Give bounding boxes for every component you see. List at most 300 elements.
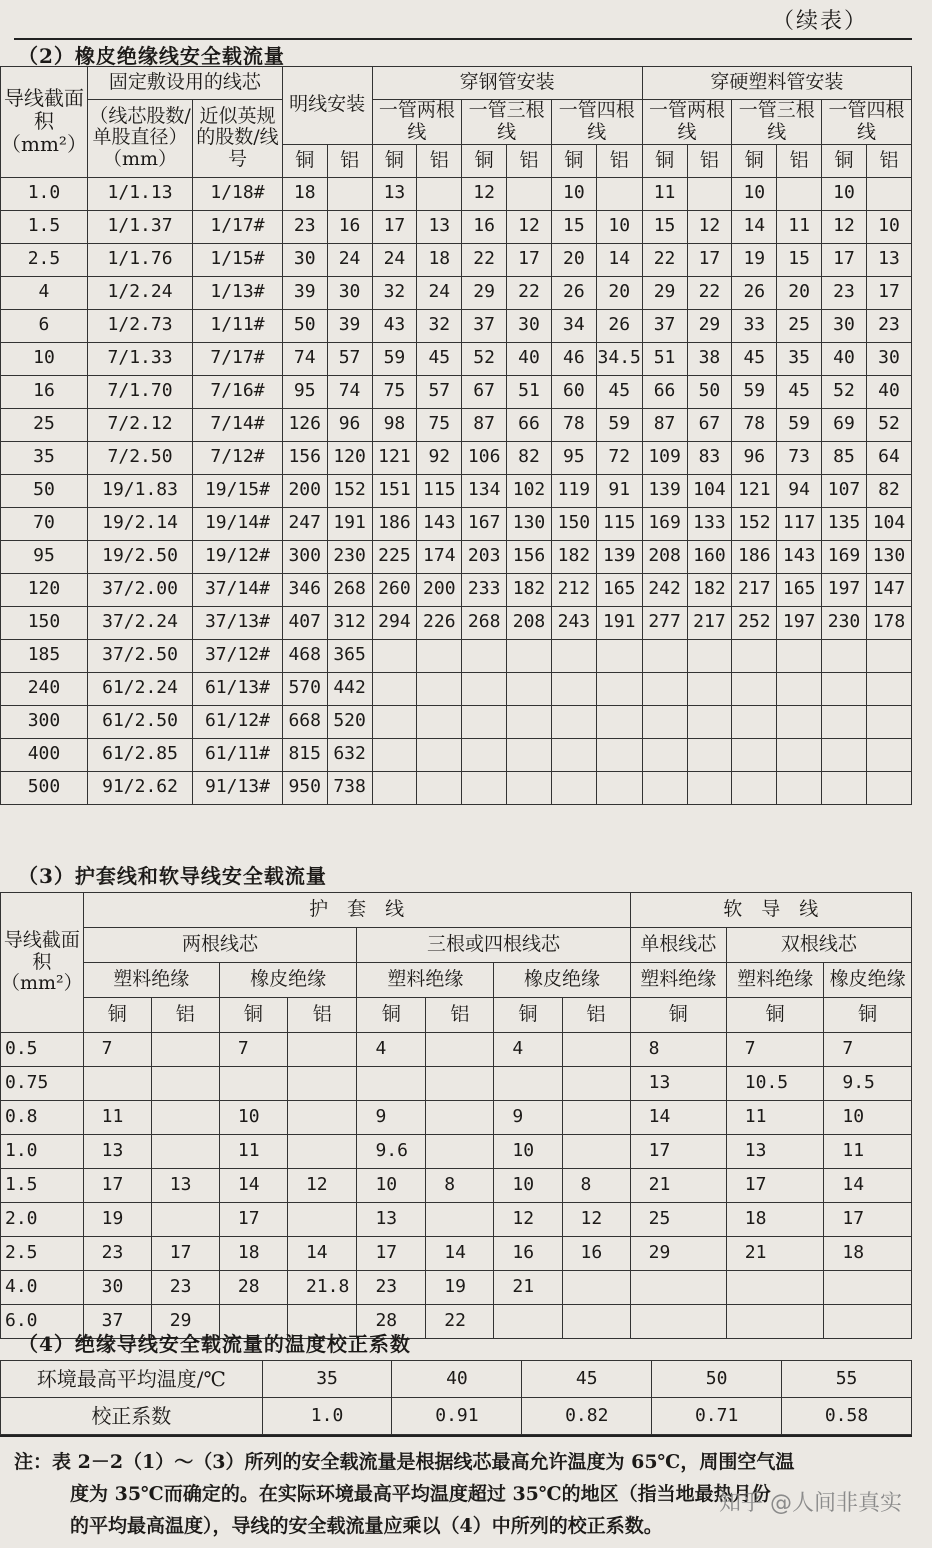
table-cell xyxy=(687,177,732,210)
table-cell: 37 xyxy=(462,309,507,342)
table-cell: 52 xyxy=(822,375,867,408)
table-cell: 11 xyxy=(726,1101,824,1135)
table-cell: 66 xyxy=(642,375,687,408)
table-cell xyxy=(151,1135,219,1169)
table-cell: 57 xyxy=(327,342,372,375)
table-cell xyxy=(219,1067,287,1101)
table-cell: 277 xyxy=(642,606,687,639)
table-cell xyxy=(426,1067,494,1101)
table-cell: 203 xyxy=(462,540,507,573)
table-cell: 115 xyxy=(596,507,642,540)
size-cell: 95 xyxy=(1,540,88,573)
table-cell xyxy=(687,771,732,804)
al-label: 铝 xyxy=(417,144,462,177)
table-cell: 13 xyxy=(866,243,911,276)
table-cell xyxy=(426,1203,494,1237)
section4-title: （4）绝缘导线安全载流量的温度校正系数 xyxy=(18,1332,411,1356)
size-cell: 185 xyxy=(1,639,88,672)
table-cell: 37 xyxy=(83,1305,151,1339)
table-cell: 570 xyxy=(282,672,327,705)
cu-label: 铜 xyxy=(642,144,687,177)
table-cell: 82 xyxy=(866,474,911,507)
table-cell xyxy=(777,639,822,672)
size-cell: 150 xyxy=(1,606,88,639)
table-cell: 15 xyxy=(642,210,687,243)
table-cell: 14 xyxy=(596,243,642,276)
table-cell xyxy=(866,705,911,738)
table-cell: 66 xyxy=(507,408,552,441)
table-cell: 10 xyxy=(866,210,911,243)
table-cell: 34 xyxy=(551,309,596,342)
table-cell: 200 xyxy=(417,573,462,606)
header-single-core: 单根线芯 xyxy=(630,928,726,963)
table-cell: 98 xyxy=(372,408,417,441)
table-cell: 60 xyxy=(551,375,596,408)
table-cell: 151 xyxy=(372,474,417,507)
table-cell: 17 xyxy=(151,1237,219,1271)
size-cell: 0.8 xyxy=(1,1101,84,1135)
table-cell: 37/13# xyxy=(193,606,283,639)
table-cell: 32 xyxy=(372,276,417,309)
size-cell: 50 xyxy=(1,474,88,507)
table-cell xyxy=(866,738,911,771)
table-cell: 8 xyxy=(562,1169,630,1203)
table-cell: 12 xyxy=(462,177,507,210)
table-cell: 50 xyxy=(282,309,327,342)
header-open-install: 明线安装 xyxy=(282,67,372,145)
table-row xyxy=(1,441,912,474)
table-cell: 160 xyxy=(687,540,732,573)
table-cell xyxy=(777,738,822,771)
t3-header-size: 导线截面积（mm²） xyxy=(1,893,84,1033)
table-cell: 78 xyxy=(551,408,596,441)
table-cell: 26 xyxy=(596,309,642,342)
factor-value: 0.58 xyxy=(782,1398,912,1435)
table-cell xyxy=(507,672,552,705)
table-cell: 117 xyxy=(777,507,822,540)
table-cell: 29 xyxy=(687,309,732,342)
table-cell: 43 xyxy=(372,309,417,342)
cu-label: 铜 xyxy=(494,998,562,1033)
table-cell: 64 xyxy=(866,441,911,474)
cu-label: 铜 xyxy=(372,144,417,177)
table-cell: 13 xyxy=(630,1067,726,1101)
size-cell: 4.0 xyxy=(1,1271,84,1305)
temp-label: 环境最高平均温度/℃ xyxy=(1,1361,263,1398)
table-cell: 442 xyxy=(327,672,372,705)
header-plastic-three: 一管三根线 xyxy=(732,100,822,145)
table-cell: 10 xyxy=(219,1101,287,1135)
table-cell: 10 xyxy=(822,177,867,210)
table-row xyxy=(1,276,912,309)
table-cell: 9 xyxy=(494,1101,562,1135)
size-cell: 6 xyxy=(1,309,88,342)
table-cell xyxy=(372,705,417,738)
table-cell xyxy=(687,672,732,705)
table-row xyxy=(1,771,912,804)
table-cell: 10 xyxy=(494,1135,562,1169)
table-cell xyxy=(287,1203,357,1237)
table-cell xyxy=(732,639,777,672)
table-cell: 152 xyxy=(327,474,372,507)
factor-label: 校正系数 xyxy=(1,1398,263,1435)
table-cell: 74 xyxy=(327,375,372,408)
table-cell xyxy=(372,738,417,771)
table-cell xyxy=(732,771,777,804)
table-cell: 40 xyxy=(507,342,552,375)
table-cell xyxy=(562,1033,630,1067)
table-row xyxy=(1,639,912,672)
table-cell: 4 xyxy=(494,1033,562,1067)
size-cell: 1.5 xyxy=(1,210,88,243)
table-cell: 91/13# xyxy=(193,771,283,804)
table-cell: 19 xyxy=(732,243,777,276)
table-cell: 1/11# xyxy=(193,309,283,342)
table-cell: 17 xyxy=(824,1203,912,1237)
size-cell: 10 xyxy=(1,342,88,375)
table-cell: 16 xyxy=(327,210,372,243)
table-cell: 8 xyxy=(630,1033,726,1067)
table-cell xyxy=(357,1067,426,1101)
table-cell: 67 xyxy=(687,408,732,441)
header-imperial: 近似英规的股数/线号 xyxy=(193,100,283,178)
table-cell: 102 xyxy=(507,474,552,507)
size-cell: 1.0 xyxy=(1,1135,84,1169)
table-cell: 126 xyxy=(282,408,327,441)
size-cell: 2.5 xyxy=(1,1237,84,1271)
table-cell: 11 xyxy=(83,1101,151,1135)
table-cell xyxy=(551,639,596,672)
table-cell: 14 xyxy=(287,1237,357,1271)
temperature-correction-table xyxy=(0,1360,912,1435)
header-three-four-core: 三根或四根线芯 xyxy=(357,928,630,963)
table-cell: 10 xyxy=(824,1101,912,1135)
temp-value: 35 xyxy=(262,1361,392,1398)
table-cell: 52 xyxy=(462,342,507,375)
table-cell xyxy=(426,1135,494,1169)
table-cell xyxy=(551,771,596,804)
table-cell: 7 xyxy=(726,1033,824,1067)
table-cell: 197 xyxy=(822,573,867,606)
table-cell: 91/2.62 xyxy=(87,771,192,804)
size-cell: 25 xyxy=(1,408,88,441)
table-cell: 13 xyxy=(151,1169,219,1203)
table-cell: 738 xyxy=(327,771,372,804)
table-cell xyxy=(596,705,642,738)
table-cell: 19 xyxy=(426,1271,494,1305)
table-cell xyxy=(494,1305,562,1339)
watermark: 知乎 @人间非真实 xyxy=(719,1491,902,1516)
table-row xyxy=(1,210,912,243)
table-cell: 37/14# xyxy=(193,573,283,606)
table-cell: 4 xyxy=(357,1033,426,1067)
table-cell: 23 xyxy=(282,210,327,243)
table-cell: 95 xyxy=(551,441,596,474)
table-cell: 50 xyxy=(687,375,732,408)
header-plastic-ins-a: 塑料绝缘 xyxy=(83,963,219,998)
table-cell: 73 xyxy=(777,441,822,474)
size-cell: 0.5 xyxy=(1,1033,84,1067)
table-cell: 33 xyxy=(732,309,777,342)
size-cell: 240 xyxy=(1,672,88,705)
section2-title: （2）橡皮绝缘线安全载流量 xyxy=(18,44,285,68)
table-cell xyxy=(372,771,417,804)
table-cell: 32 xyxy=(417,309,462,342)
table-cell xyxy=(777,177,822,210)
table-row xyxy=(1,672,912,705)
table-cell xyxy=(151,1203,219,1237)
table-cell: 133 xyxy=(687,507,732,540)
table-cell: 407 xyxy=(282,606,327,639)
table-cell: 61/12# xyxy=(193,705,283,738)
table-cell xyxy=(630,1305,726,1339)
table-cell xyxy=(777,672,822,705)
table-cell: 20 xyxy=(551,243,596,276)
table-cell xyxy=(596,771,642,804)
table-cell xyxy=(551,705,596,738)
table-cell: 208 xyxy=(642,540,687,573)
table-cell: 17 xyxy=(219,1203,287,1237)
table-cell: 18 xyxy=(282,177,327,210)
table-cell: 186 xyxy=(732,540,777,573)
table-cell xyxy=(822,771,867,804)
header-plastic-two: 一管两根线 xyxy=(642,100,732,145)
header-plastic-ins-c: 塑料绝缘 xyxy=(630,963,726,998)
table-cell: 24 xyxy=(372,243,417,276)
table-cell: 167 xyxy=(462,507,507,540)
table-cell xyxy=(822,705,867,738)
table-cell: 19/1.83 xyxy=(87,474,192,507)
cu-label: 铜 xyxy=(462,144,507,177)
table-cell xyxy=(151,1101,219,1135)
table-cell xyxy=(824,1271,912,1305)
header-size: 导线截面积（mm²） xyxy=(1,67,88,178)
table-row xyxy=(1,408,912,441)
table-cell: 19 xyxy=(83,1203,151,1237)
table-row xyxy=(1,507,912,540)
table-cell xyxy=(507,639,552,672)
table-cell: 13 xyxy=(417,210,462,243)
table-cell: 30 xyxy=(282,243,327,276)
header-fixed-core: 固定敷设用的线芯 xyxy=(87,67,282,100)
table-cell: 121 xyxy=(732,474,777,507)
table-cell: 7 xyxy=(83,1033,151,1067)
table-cell xyxy=(151,1033,219,1067)
table-cell: 815 xyxy=(282,738,327,771)
factor-value: 0.82 xyxy=(522,1398,652,1435)
table-cell: 130 xyxy=(866,540,911,573)
table-cell: 346 xyxy=(282,573,327,606)
table-cell xyxy=(642,771,687,804)
table-cell: 10 xyxy=(732,177,777,210)
table-cell: 16 xyxy=(494,1237,562,1271)
header-rubber-ins-d: 橡皮绝缘 xyxy=(824,963,912,998)
table-cell xyxy=(822,672,867,705)
table-row xyxy=(1,1203,912,1237)
table-cell: 35 xyxy=(777,342,822,375)
table-cell: 143 xyxy=(777,540,822,573)
size-cell: 1.5 xyxy=(1,1169,84,1203)
table-cell: 135 xyxy=(822,507,867,540)
table-cell: 169 xyxy=(822,540,867,573)
cu-label: 铜 xyxy=(357,998,426,1033)
table-cell: 85 xyxy=(822,441,867,474)
table-cell: 59 xyxy=(777,408,822,441)
table-cell: 152 xyxy=(732,507,777,540)
table-cell: 217 xyxy=(687,606,732,639)
table-cell xyxy=(687,705,732,738)
table-cell: 1/2.24 xyxy=(87,276,192,309)
table-cell: 150 xyxy=(551,507,596,540)
table-cell: 18 xyxy=(726,1203,824,1237)
table-row xyxy=(1,1237,912,1271)
table-cell: 29 xyxy=(642,276,687,309)
table-cell: 9.6 xyxy=(357,1135,426,1169)
table-cell: 57 xyxy=(417,375,462,408)
table-cell: 61/11# xyxy=(193,738,283,771)
table-cell: 19/12# xyxy=(193,540,283,573)
footnote-line-2: 度为 35℃而确定的。在实际环境最高平均温度超过 35℃的地区（指当地最热月份 xyxy=(70,1483,771,1505)
table-cell: 96 xyxy=(327,408,372,441)
table-cell: 130 xyxy=(507,507,552,540)
table-row xyxy=(1,243,912,276)
table-row xyxy=(1,1067,912,1101)
table-cell xyxy=(83,1067,151,1101)
table-cell: 17 xyxy=(357,1237,426,1271)
table-cell: 182 xyxy=(551,540,596,573)
table-cell: 191 xyxy=(596,606,642,639)
table-cell xyxy=(726,1305,824,1339)
table-cell: 17 xyxy=(726,1169,824,1203)
table-cell: 26 xyxy=(551,276,596,309)
table-cell: 29 xyxy=(630,1237,726,1271)
table-cell: 143 xyxy=(417,507,462,540)
table-cell: 45 xyxy=(417,342,462,375)
table-cell xyxy=(551,738,596,771)
table-cell xyxy=(507,705,552,738)
table-cell: 40 xyxy=(866,375,911,408)
table-cell: 10 xyxy=(596,210,642,243)
table-cell: 87 xyxy=(642,408,687,441)
cu-label: 铜 xyxy=(282,144,327,177)
table-cell xyxy=(596,672,642,705)
table-cell xyxy=(462,705,507,738)
table-cell xyxy=(287,1135,357,1169)
table-cell: 17 xyxy=(630,1135,726,1169)
table-cell: 20 xyxy=(596,276,642,309)
table-cell: 1/18# xyxy=(193,177,283,210)
al-label: 铝 xyxy=(507,144,552,177)
table-cell xyxy=(417,771,462,804)
table-cell: 225 xyxy=(372,540,417,573)
table-row xyxy=(1,1135,912,1169)
table-cell: 28 xyxy=(219,1271,287,1305)
size-cell: 500 xyxy=(1,771,88,804)
table-cell: 1/1.13 xyxy=(87,177,192,210)
table-cell: 95 xyxy=(282,375,327,408)
table-cell: 14 xyxy=(219,1169,287,1203)
table-cell: 230 xyxy=(327,540,372,573)
table-cell: 75 xyxy=(417,408,462,441)
table-row xyxy=(1,375,912,408)
size-cell: 4 xyxy=(1,276,88,309)
table-cell: 208 xyxy=(507,606,552,639)
table-cell: 37/2.50 xyxy=(87,639,192,672)
table-cell: 212 xyxy=(551,573,596,606)
table-cell: 40 xyxy=(822,342,867,375)
size-cell: 400 xyxy=(1,738,88,771)
table-cell: 17 xyxy=(507,243,552,276)
table-cell xyxy=(417,705,462,738)
table-cell xyxy=(824,1305,912,1339)
table-cell: 10 xyxy=(357,1169,426,1203)
table-cell: 11 xyxy=(777,210,822,243)
table-row xyxy=(1,309,912,342)
table-cell: 15 xyxy=(777,243,822,276)
table-cell: 19/14# xyxy=(193,507,283,540)
table-cell xyxy=(866,177,911,210)
table-cell: 12 xyxy=(507,210,552,243)
table-cell: 178 xyxy=(866,606,911,639)
temp-value: 50 xyxy=(652,1361,782,1398)
table-cell: 75 xyxy=(372,375,417,408)
table-cell: 7 xyxy=(824,1033,912,1067)
table-cell: 17 xyxy=(687,243,732,276)
table-cell: 200 xyxy=(282,474,327,507)
table-cell: 10.5 xyxy=(726,1067,824,1101)
table-cell: 37/12# xyxy=(193,639,283,672)
table-cell: 37/2.00 xyxy=(87,573,192,606)
table-cell: 468 xyxy=(282,639,327,672)
temp-value: 40 xyxy=(392,1361,522,1398)
table-cell: 24 xyxy=(417,276,462,309)
table-cell: 7 xyxy=(219,1033,287,1067)
table-cell: 7/12# xyxy=(193,441,283,474)
cu-label: 铜 xyxy=(726,998,824,1033)
table-cell: 78 xyxy=(732,408,777,441)
table-cell: 312 xyxy=(327,606,372,639)
cu-label: 铜 xyxy=(630,998,726,1033)
table-cell: 230 xyxy=(822,606,867,639)
table-cell: 11 xyxy=(219,1135,287,1169)
header-steel-three: 一管三根线 xyxy=(462,100,552,145)
al-label: 铝 xyxy=(777,144,822,177)
bottom-rule xyxy=(0,1435,912,1437)
table-cell xyxy=(596,177,642,210)
size-cell: 300 xyxy=(1,705,88,738)
table-cell xyxy=(151,1067,219,1101)
table-cell xyxy=(642,738,687,771)
table-cell: 19/2.50 xyxy=(87,540,192,573)
table-cell: 13 xyxy=(372,177,417,210)
table-cell: 45 xyxy=(777,375,822,408)
table-cell: 13 xyxy=(726,1135,824,1169)
table-cell: 91 xyxy=(596,474,642,507)
table-cell: 29 xyxy=(462,276,507,309)
table-cell: 7/14# xyxy=(193,408,283,441)
table-cell: 12 xyxy=(562,1203,630,1237)
table-cell: 120 xyxy=(327,441,372,474)
table-cell xyxy=(726,1271,824,1305)
table-cell: 17 xyxy=(866,276,911,309)
table-cell xyxy=(417,639,462,672)
table-cell: 950 xyxy=(282,771,327,804)
table-cell xyxy=(732,738,777,771)
table-cell: 10 xyxy=(494,1169,562,1203)
table-cell: 1/17# xyxy=(193,210,283,243)
table-cell: 104 xyxy=(687,474,732,507)
cu-label: 铜 xyxy=(83,998,151,1033)
